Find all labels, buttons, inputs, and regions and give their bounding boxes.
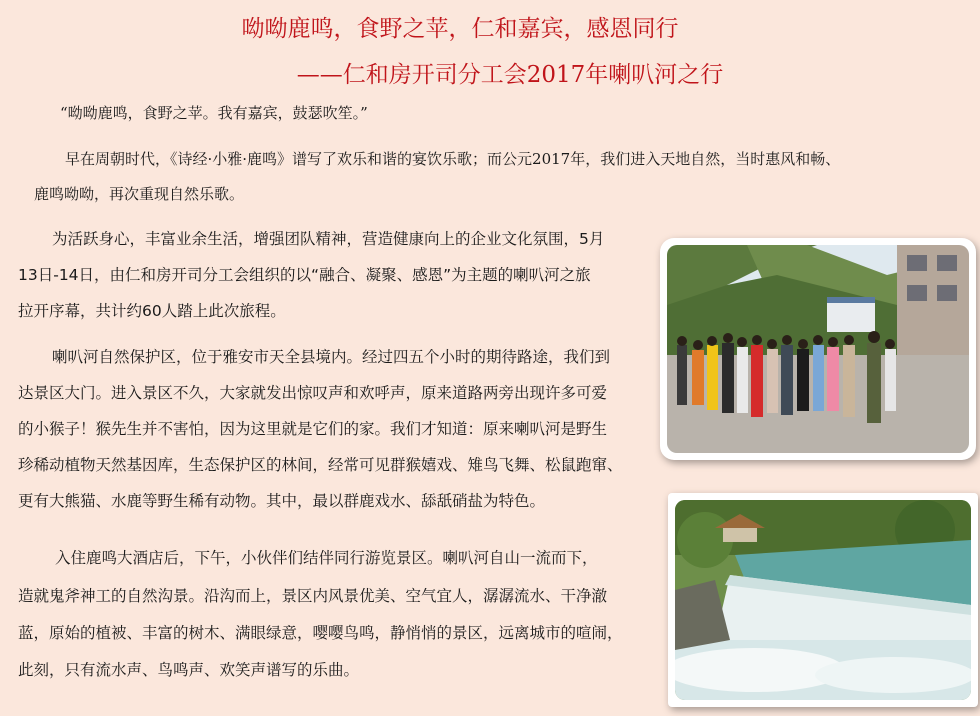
body-line: 13日-14日，由仁和房开司分工会组织的以“融合、凝聚、感恩”为主题的喇叭河之旅: [18, 266, 591, 284]
waterfall-photo: [668, 493, 978, 707]
body-line: 珍稀动植物天然基因库，生态保护区的林间，经常可见群猴嬉戏、雉鸟飞舞、松鼠跑窜、: [18, 456, 623, 474]
intro-line-1: 早在周朝时代，《诗经·小雅·鹿鸣》谱写了欢乐和谐的宴饮乐歌；而公元2017年，我们进入天地自然，当时惠风和畅、: [65, 150, 841, 168]
body-line: 为活跃身心，丰富业余生活，增强团队精神，营造健康向上的企业文化氛围，5月: [52, 230, 605, 248]
body-line: 更有大熊猫、水鹿等野生稀有动物。其中，最以群鹿戏水、舔舐硝盐为特色。: [18, 492, 546, 510]
poem-quote: “呦呦鹿鸣，食野之苹。我有嘉宾，鼓瑟吹笙。”: [60, 104, 368, 122]
intro-line-2: 鹿鸣呦呦，再次重现自然乐歌。: [34, 185, 245, 203]
title-line-1: 呦呦鹿鸣，食野之苹，仁和嘉宾，感恩同行: [241, 16, 679, 42]
title-line-2: ——仁和房开司分工会2017年喇叭河之行: [296, 62, 724, 88]
body-line: 蓝，原始的植被、丰富的树木、满眼绿意，嘤嘤鸟鸣，静悄悄的景区，远离城市的喧闹，: [18, 624, 623, 642]
body-line: 入住鹿鸣大酒店后，下午，小伙伴们结伴同行游览景区。喇叭河自山一流而下，: [55, 549, 598, 567]
body-line: 拉开序幕，共计约60人踏上此次旅程。: [18, 302, 286, 320]
body-line: 造就鬼斧神工的自然沟景。沿沟而上，景区内风景优美、空气宜人，潺潺流水、干净澈: [18, 587, 608, 605]
body-line: 喇叭河自然保护区，位于雅安市天全县境内。经过四五个小时的期待路途，我们到: [52, 348, 611, 366]
body-line: 达景区大门。进入景区不久，大家就发出惊叹声和欢呼声，原来道路两旁出现许多可爱: [18, 384, 608, 402]
body-line: 此刻，只有流水声、鸟鸣声、欢笑声谱写的乐曲。: [18, 661, 360, 679]
body-line: 的小猴子！猴先生并不害怕，因为这里就是它们的家。我们才知道：原来喇叭河是野生: [18, 420, 608, 438]
group-photo: [660, 238, 976, 460]
